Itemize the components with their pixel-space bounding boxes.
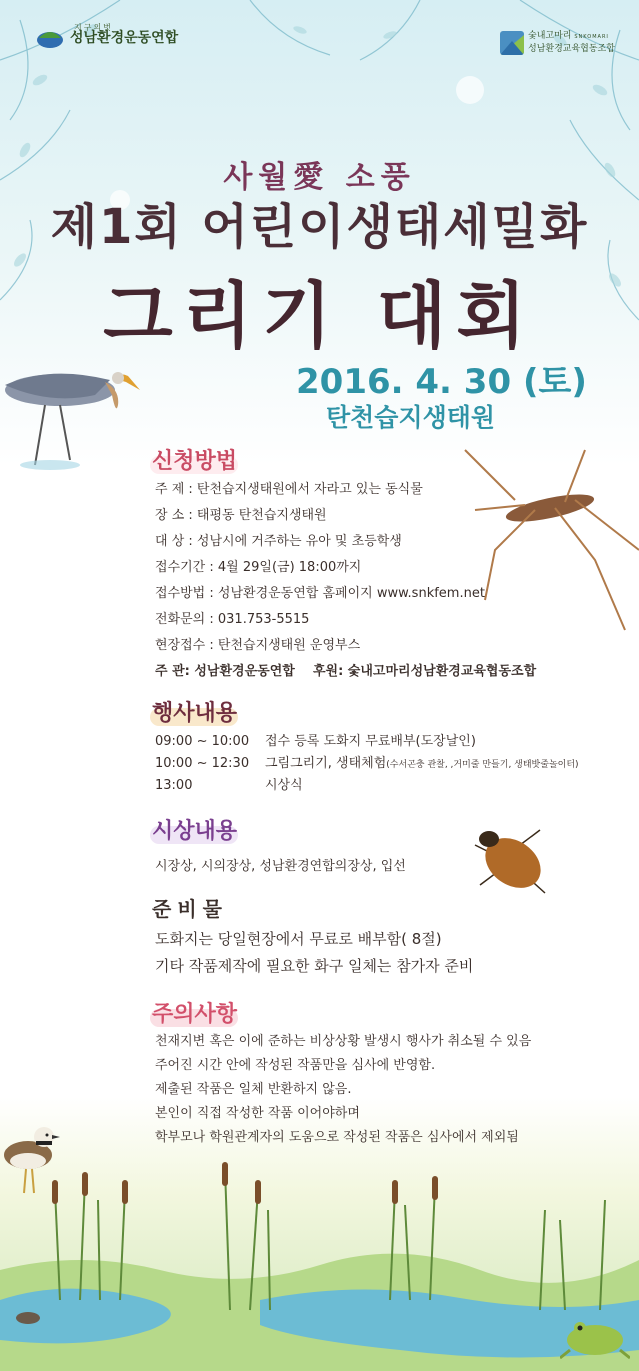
apply-row-onsite: 현장접수 : 탄천습지생태원 운영부스	[155, 638, 361, 653]
note-line: 학부모나 학원관계자의 도움으로 작성된 작품은 심사에서 제외됨	[155, 1130, 519, 1145]
event-title-line2: 그리기 대회	[103, 274, 536, 358]
snkomari-mark-icon	[500, 31, 524, 55]
prep-line: 기타 작품제작에 필요한 화구 일체는 참가자 준비	[155, 957, 474, 975]
event-heading: 행사내용	[152, 701, 238, 726]
organizer: 주 관: 성남환경운동연합	[155, 664, 295, 679]
prep-line: 도화지는 당일현장에서 무료로 배부함( 8절)	[155, 930, 442, 948]
heron-illustration	[0, 360, 145, 475]
apply-heading: 신청방법	[152, 449, 238, 474]
sungnam-env-logo	[36, 24, 178, 50]
note-line: 본인이 직접 작성한 작품 이어야하며	[155, 1106, 360, 1121]
event-place: 탄천습지생태원	[326, 403, 496, 432]
logo-name: 성남환경운동연합	[70, 30, 179, 46]
notes-heading: 주의사항	[152, 1002, 238, 1027]
apply-row-target: 대 상 : 성남시에 거주하는 유아 및 초등학생	[155, 534, 402, 549]
water-strider-illustration	[455, 440, 639, 660]
event-subtitle: 사월愛 소풍	[223, 160, 416, 195]
schedule-row: 09:00 ~ 10:00 접수 등록 도화지 무료배부(도장날인)	[155, 734, 476, 749]
wetland-reeds-illustration	[0, 1150, 639, 1371]
schedule-row: 10:00 ~ 12:30 그림그리기, 생태체험(수서곤충 관찰, ,거미줄 만들기, 생태밧줄놀이터)	[155, 756, 579, 771]
apply-row-period: 접수기간 : 4월 29일(금) 18:00까지	[155, 560, 362, 575]
apply-row-phone: 전화문의 : 031.753-5515	[155, 612, 310, 627]
frog-illustration	[560, 1310, 630, 1360]
sponsor: 후원: 숯내고마리성남환경교육협동조합	[312, 664, 537, 679]
note-line: 제출된 작품은 일체 반환하지 않음.	[155, 1082, 352, 1097]
logo-small-text: 지구의벗	[74, 23, 113, 32]
logo-mark-icon	[36, 24, 64, 50]
note-line: 주어진 시간 안에 작성된 작품만을 심사에 반영함.	[155, 1058, 436, 1073]
apply-row-host	[155, 660, 536, 679]
award-text: 시장상, 시의장상, 성남환경연합의장상, 입선	[155, 859, 406, 874]
apply-row-topic: 주 제 : 탄천습지생태원에서 자라고 있는 동식물	[155, 482, 423, 497]
snkomari-logo	[500, 30, 615, 55]
apply-row-place: 장 소 : 태평동 탄천습지생태원	[155, 508, 327, 523]
snkomari-org: 성남환경교육협동조합	[528, 44, 615, 54]
schedule-row: 13:00 시상식	[155, 778, 303, 793]
beetle-illustration	[465, 815, 555, 900]
event-date: 2016. 4. 30 (토)	[296, 362, 587, 402]
note-line: 천재지변 혹은 이에 준하는 비상상황 발생시 행사가 취소될 수 있음	[155, 1034, 532, 1049]
award-heading: 시상내용	[152, 819, 238, 844]
apply-row-method: 접수방법 : 성남환경운동연합 홈페이지 www.snkfem.net	[155, 586, 485, 601]
event-title-line1: 제1회 어린이생태세밀화	[50, 199, 589, 255]
snkomari-en: SNKOMARI	[574, 34, 609, 40]
prep-heading: 준비물	[152, 897, 228, 921]
snkomari-name: 숯내고마리	[528, 31, 572, 41]
